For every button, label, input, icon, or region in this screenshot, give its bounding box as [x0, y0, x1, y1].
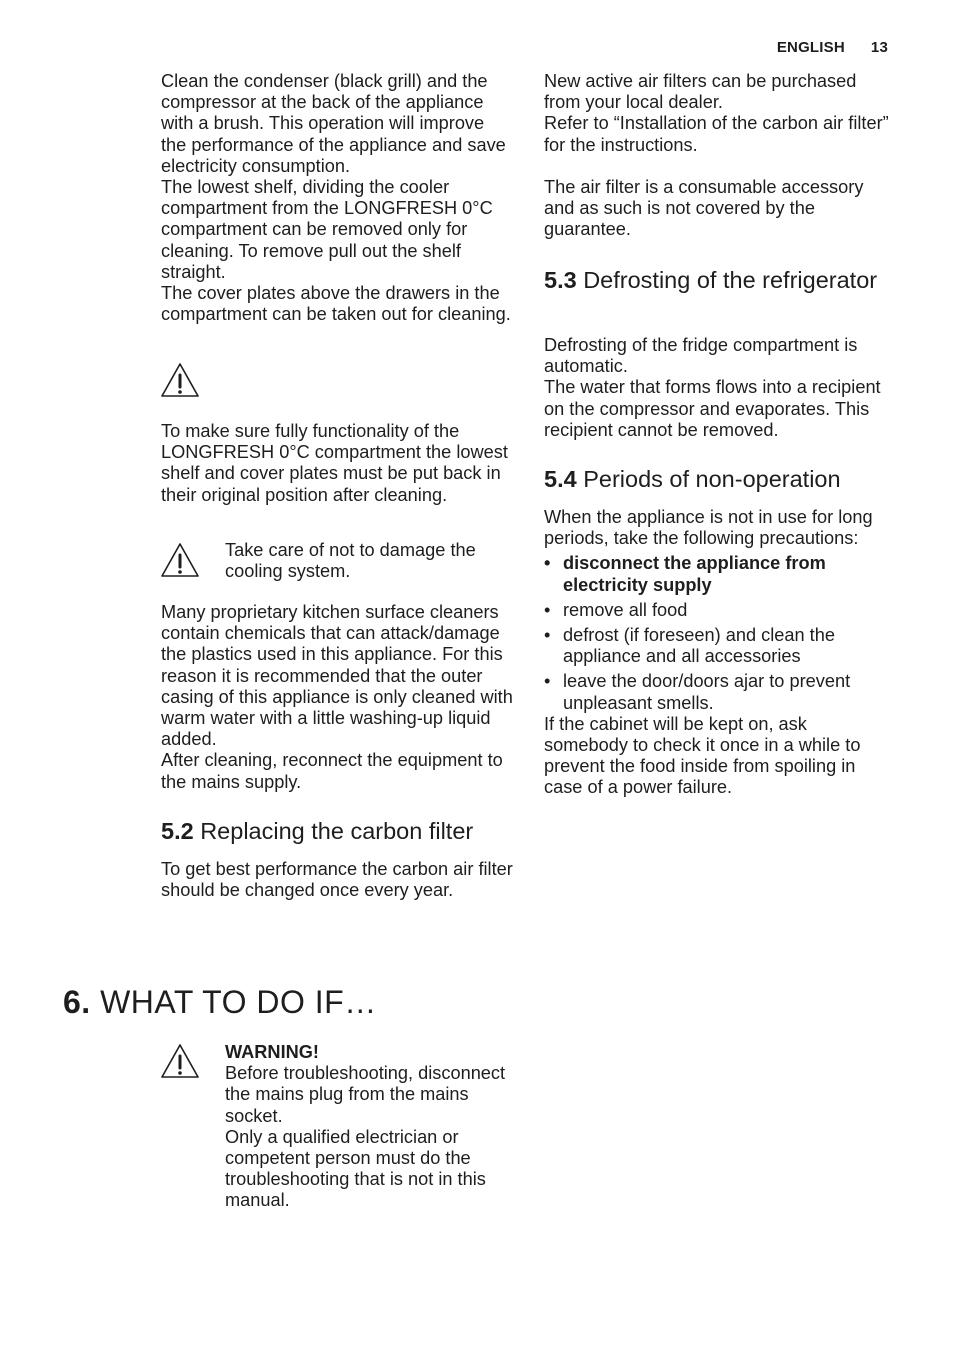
shelf-paragraph: The lowest shelf, dividing the cooler compartment from the LONGFRESH 0°C compartment can be removed only for cleaning. To remove pull out the shelf straight.: [161, 177, 493, 282]
section-number: 5.2: [161, 818, 194, 844]
precautions-paragraph: When the appliance is not in use for long periods, take the following precautions:: [544, 507, 873, 549]
chapter-number: 6.: [63, 984, 91, 1020]
right-text-block-1: [544, 71, 896, 240]
installation-reference-paragraph: Refer to “Installation of the carbon air filter” for the instructions.: [544, 113, 889, 155]
reconnect-paragraph: After cleaning, reconnect the equipment to the mains supply.: [161, 750, 503, 792]
section-5-3-heading: [544, 267, 896, 294]
warning-paragraph-2: Only a qualified electrician or competent person must do the troubleshooting that is not in this manual.: [225, 1126, 486, 1211]
warning-triangle-icon: [160, 1043, 200, 1079]
section-5-2-heading: [161, 818, 521, 845]
filters-purchase-paragraph: New active air filters can be purchased from your local dealer.: [544, 71, 857, 113]
page-number: 13: [870, 39, 888, 56]
warning-label: WARNING!: [225, 1042, 319, 1062]
list-item: • defrost (if foreseen) and clean the appliance and all accessories: [544, 625, 894, 667]
list-item: • remove all food: [544, 600, 894, 621]
longfresh-paragraph: To make sure fully functionality of the LONGFRESH 0°C compartment the lowest shelf and cover plates must be put back in their original position after cleaning.: [161, 421, 508, 505]
caution-text: Take care of not to damage the cooling system.: [225, 540, 476, 582]
warning-triangle-icon: [160, 362, 200, 398]
cabinet-kept-on-paragraph: If the cabinet will be kept on, ask somebody to check it once in a while to prevent the food inside from spoiling in case of a power failure.: [544, 713, 861, 798]
left-text-block-1: [161, 71, 513, 325]
left-text-block-2: [161, 421, 513, 506]
section-title: Replacing the carbon filter: [200, 818, 474, 844]
consumable-paragraph: The air filter is a consumable accessory and as such is not covered by the guarantee.: [544, 176, 864, 240]
caution-triangle-icon: [160, 542, 200, 578]
page-header: [777, 39, 888, 56]
left-text-block-3: [161, 602, 517, 793]
section-title: Defrosting of the refrigerator: [583, 267, 878, 293]
warning-note: [225, 1042, 517, 1212]
section-number: 5.3: [544, 267, 577, 293]
right-text-block-2: [544, 335, 896, 441]
chapter-title: WHAT TO DO IF…: [100, 984, 377, 1020]
water-paragraph: The water that forms flows into a recipient on the compressor and evaporates. This recipient cannot be removed.: [544, 377, 881, 440]
cleaners-paragraph: Many proprietary kitchen surface cleaners contain chemicals that can attack/damage the plastics used in this appliance. For this reason it is recommended that the outer casing of this appliance is only cleaned with warm water with a little washing-up liquid added.: [161, 602, 513, 750]
right-text-block-3: [544, 507, 894, 799]
section-title: Periods of non-operation: [583, 466, 841, 492]
left-text-block-4: [161, 859, 513, 901]
condenser-paragraph: Clean the condenser (black grill) and the compressor at the back of the appliance with a brush. This operation will improve the performance of the appliance and save electricity consumption.: [161, 71, 506, 176]
section-number: 5.4: [544, 466, 577, 492]
section-5-4-heading: [544, 466, 896, 493]
cover-plates-paragraph: The cover plates above the drawers in the compartment can be taken out for cleaning.: [161, 283, 511, 325]
list-item: • leave the door/doors ajar to prevent unpleasant smells.: [544, 671, 894, 713]
precautions-list: [544, 553, 894, 713]
language-label: ENGLISH: [776, 39, 845, 56]
defrost-paragraph: Defrosting of the fridge compartment is automatic.: [544, 335, 858, 377]
carbon-filter-paragraph: To get best performance the carbon air filter should be changed once every year.: [161, 859, 513, 901]
list-item: • disconnect the appliance from electricity supply: [544, 553, 894, 595]
caution-note: [225, 540, 515, 582]
section-6-heading: [63, 984, 663, 1020]
warning-paragraph-1: Before troubleshooting, disconnect the mains plug from the mains socket.: [225, 1063, 506, 1126]
